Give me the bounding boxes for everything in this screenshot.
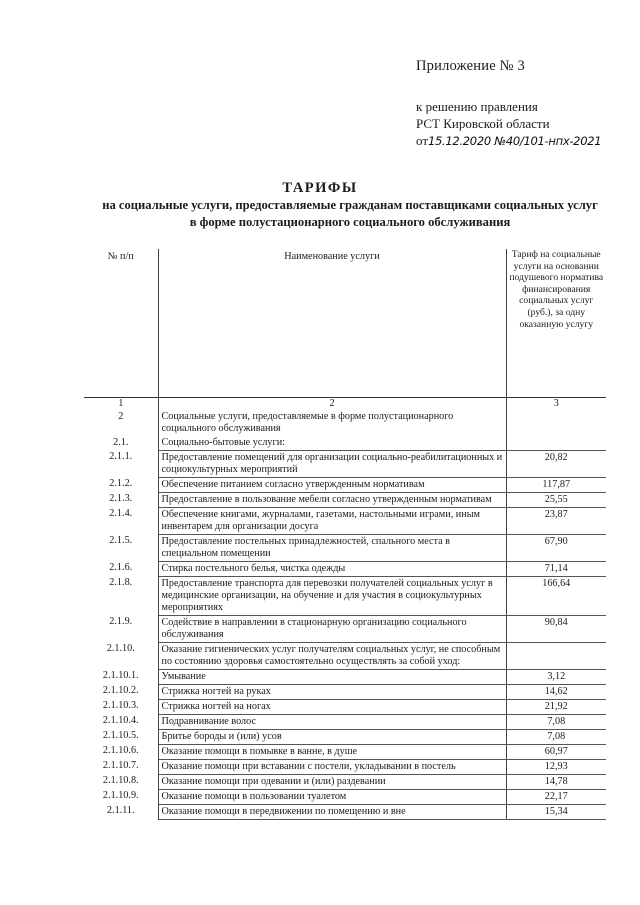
row-service-name: Предоставление транспорта для перевозки получателей социальных услуг в медицинские организации, на обучение и для участия в социокультурных мероприятиях (158, 576, 506, 615)
table-row (84, 684, 606, 699)
row-service-name: Социальные услуги, предоставляемые в форме полустационарного социального обслуживания (158, 410, 506, 436)
row-code: 2.1.6. (84, 561, 158, 576)
table-header-row (84, 249, 606, 397)
tariffs-table (84, 249, 606, 820)
row-code: 2.1.3. (84, 492, 158, 507)
row-tariff-value: 7,08 (506, 729, 606, 744)
table-row (84, 714, 606, 729)
table-row (84, 534, 606, 561)
column-number-row (84, 397, 606, 410)
row-service-name: Подравнивание волос (158, 714, 506, 729)
table-row (84, 436, 606, 451)
row-tariff-value: 166,64 (506, 576, 606, 615)
row-code: 2.1.10.5. (84, 729, 158, 744)
row-code: 2.1.11. (84, 804, 158, 819)
row-code: 2.1.5. (84, 534, 158, 561)
row-service-name: Содействие в направлении в стационарную организацию социального обслуживания (158, 615, 506, 642)
table-row (84, 561, 606, 576)
row-code: 2.1.10.9. (84, 789, 158, 804)
table-row (84, 477, 606, 492)
row-service-name: Обеспечение питанием согласно утвержденным нормативам (158, 477, 506, 492)
column-header-tariff: Тариф на социальные услуги на основании подушевого норматива финансирования социальных услуг (руб.), за одну оказанную услугу (506, 249, 606, 397)
decision-line-2: РСТ Кировской области (416, 116, 550, 131)
row-code: 2.1.2. (84, 477, 158, 492)
document-title: ТАРИФЫ (282, 180, 358, 196)
decision-line-3 (416, 132, 638, 150)
row-service-name: Оказание помощи в пользовании туалетом (158, 789, 506, 804)
row-tariff-value: 20,82 (506, 450, 606, 477)
row-service-name: Предоставление постельных принадлежностей, спального места в специальном помещении (158, 534, 506, 561)
row-service-name: Оказание помощи в передвижении по помещению и вне (158, 804, 506, 819)
table-row (84, 789, 606, 804)
table-row (84, 576, 606, 615)
table-row (84, 615, 606, 642)
row-service-name: Оказание помощи при одевании и (или) раздевании (158, 774, 506, 789)
table-row (84, 669, 606, 684)
row-tariff-value: 22,17 (506, 789, 606, 804)
table-row (84, 759, 606, 774)
decision-date-prefix: от (416, 133, 429, 148)
row-service-name: Оказание помощи при вставании с постели, укладывании в постель (158, 759, 506, 774)
decision-line-1: к решению правления (416, 99, 538, 114)
table-body (84, 410, 606, 820)
row-tariff-value (506, 642, 606, 669)
row-tariff-value: 23,87 (506, 507, 606, 534)
row-code: 2.1.10.7. (84, 759, 158, 774)
row-tariff-value: 3,12 (506, 669, 606, 684)
decision-reference (416, 98, 638, 150)
row-service-name: Обеспечение книгами, журналами, газетами, настольными играми, иным инвентарем для организации досуга (158, 507, 506, 534)
row-tariff-value: 25,55 (506, 492, 606, 507)
column-number-3: 3 (553, 397, 559, 409)
table-row (84, 492, 606, 507)
row-code: 2 (84, 410, 158, 436)
row-tariff-value: 14,78 (506, 774, 606, 789)
row-code: 2.1.4. (84, 507, 158, 534)
row-service-name: Стирка постельного белья, чистка одежды (158, 561, 506, 576)
row-tariff-value: 21,92 (506, 699, 606, 714)
column-number-1: 1 (84, 397, 158, 410)
table-row (84, 450, 606, 477)
table-row (84, 744, 606, 759)
row-tariff-value: 7,08 (506, 714, 606, 729)
row-tariff-value: 14,62 (506, 684, 606, 699)
table-row (84, 774, 606, 789)
table-row (84, 507, 606, 534)
row-code: 2.1.10.1. (84, 669, 158, 684)
table-row (84, 699, 606, 714)
table-row (84, 729, 606, 744)
column-number-2: 2 (158, 397, 506, 410)
row-tariff-value: 12,93 (506, 759, 606, 774)
row-tariff-value: 60,97 (506, 744, 606, 759)
row-service-name: Оказание помощи в помывке в ванне, в душе (158, 744, 506, 759)
row-code: 2.1.10.4. (84, 714, 158, 729)
row-tariff-value: 67,90 (506, 534, 606, 561)
row-tariff-value: 117,87 (506, 477, 606, 492)
row-code: 2.1.10.2. (84, 684, 158, 699)
row-tariff-value: 90,84 (506, 615, 606, 642)
row-code: 2.1.1. (84, 450, 158, 477)
row-tariff-value (506, 436, 606, 451)
row-tariff-value (506, 410, 606, 436)
column-header-number: № п/п (84, 249, 158, 397)
row-service-name: Социально-бытовые услуги: (158, 436, 506, 451)
table-row (84, 642, 606, 669)
row-service-name: Предоставление помещений для организации социально-реабилитационных и социокультурных мероприятий (158, 450, 506, 477)
row-code: 2.1.10.6. (84, 744, 158, 759)
table-row (84, 410, 606, 436)
row-code: 2.1.10.8. (84, 774, 158, 789)
row-code: 2.1. (84, 436, 158, 451)
column-header-service: Наименование услуги (158, 249, 506, 397)
row-service-name: Стрижка ногтей на руках (158, 684, 506, 699)
row-code: 2.1.8. (84, 576, 158, 615)
row-service-name: Умывание (158, 669, 506, 684)
row-service-name: Бритье бороды и (или) усов (158, 729, 506, 744)
row-code: 2.1.10.3. (84, 699, 158, 714)
appendix-number: Приложение № 3 (416, 58, 525, 74)
row-service-name: Оказание гигиенических услуг получателям социальных услуг, не способным по состоянию здоровья самостоятельно осуществлять за собой уход: (158, 642, 506, 669)
row-code: 2.1.10. (84, 642, 158, 669)
row-tariff-value: 71,14 (506, 561, 606, 576)
row-service-name: Стрижка ногтей на ногах (158, 699, 506, 714)
row-tariff-value: 15,34 (506, 804, 606, 819)
document-subtitle: на социальные услуги, предоставляемые гражданам поставщиками социальных услуг в форме полустационарного социального обслуживания (102, 198, 598, 229)
row-service-name: Предоставление в пользование мебели согласно утвержденным нормативам (158, 492, 506, 507)
handwritten-date-number: 15.12.2020 №40/101-нпх-2021 (428, 134, 602, 148)
table-row (84, 804, 606, 819)
row-code: 2.1.9. (84, 615, 158, 642)
